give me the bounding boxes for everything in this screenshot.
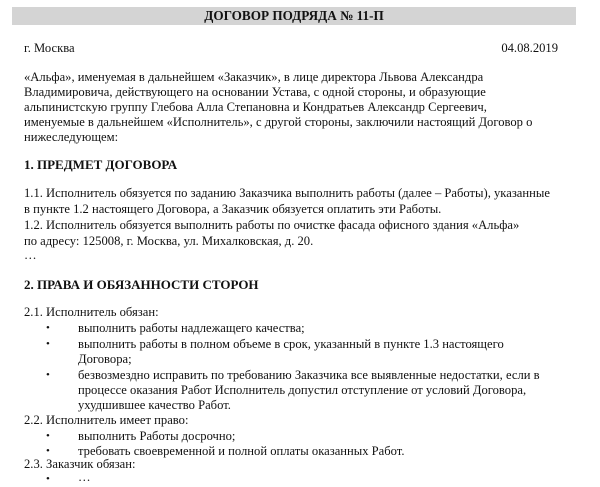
bullet-icon: • [46, 369, 50, 381]
bullet-icon: • [46, 430, 50, 442]
list-item-continuation: процессе оказания Работ Исполнитель допустил отступление от условий Договора, [78, 383, 527, 397]
clause-2-2: 2.2. Исполнитель имеет право: [24, 413, 189, 427]
list-item: выполнить Работы досрочно; [78, 429, 236, 443]
bullet-icon: • [46, 473, 50, 485]
preamble-line: «Альфа», именуемая в дальнейшем «Заказчик», в лице директора Львова Александра [24, 70, 484, 84]
list-item: выполнить работы в полном объеме в срок, указанный в пункте 1.3 настоящего [78, 337, 504, 351]
list-item: … [78, 470, 91, 484]
clause-2-3: 2.3. Заказчик обязан: [24, 457, 136, 471]
bullet-icon: • [46, 445, 50, 457]
clause-2-1: 2.1. Исполнитель обязан: [24, 305, 159, 319]
clause-line: в пункте 1.2 настоящего Договора, а Заказчик обязуется оплатить эти Работы. [24, 202, 442, 216]
contract-date: 04.08.2019 [501, 41, 558, 55]
contract-title: ДОГОВОР ПОДРЯДА № 11-П [12, 7, 576, 25]
clause-line: 1.1. Исполнитель обязуется по заданию Заказчика выполнить работы (далее – Работы), указанные [24, 186, 550, 200]
list-item-continuation: Договора; [78, 352, 132, 366]
city: г. Москва [24, 41, 75, 55]
clause-line: 1.2. Исполнитель обязуется выполнить работы по очистке фасада офисного здания «Альфа» [24, 218, 520, 232]
preamble-line: Владимировича, действующего на основании Устава, с одной стороны, и образующие [24, 85, 486, 99]
section-1-heading: 1. ПРЕДМЕТ ДОГОВОРА [24, 157, 178, 172]
bullet-icon: • [46, 322, 50, 334]
preamble-line: нижеследующем: [24, 130, 119, 144]
list-item: выполнить работы надлежащего качества; [78, 321, 305, 335]
ellipsis: … [24, 248, 37, 262]
list-item: безвозмездно исправить по требованию Заказчика все выявленные недостатки, если в [78, 368, 540, 382]
section-2-heading: 2. ПРАВА И ОБЯЗАННОСТИ СТОРОН [24, 277, 259, 292]
list-item-continuation: ухудшившее качество Работ. [78, 398, 231, 412]
preamble-line: альпинистскую группу Глебова Алла Степановна и Кондратьев Александр Сергеевич, [24, 100, 487, 114]
preamble-line: именуемые в дальнейшем «Исполнитель», с другой стороны, заключили настоящий Договор о [24, 115, 533, 129]
bullet-icon: • [46, 338, 50, 350]
list-item: требовать своевременной и полной оплаты оказанных Работ. [78, 444, 405, 458]
clause-line: по адресу: 125008, г. Москва, ул. Михалковская, д. 20. [24, 234, 314, 248]
